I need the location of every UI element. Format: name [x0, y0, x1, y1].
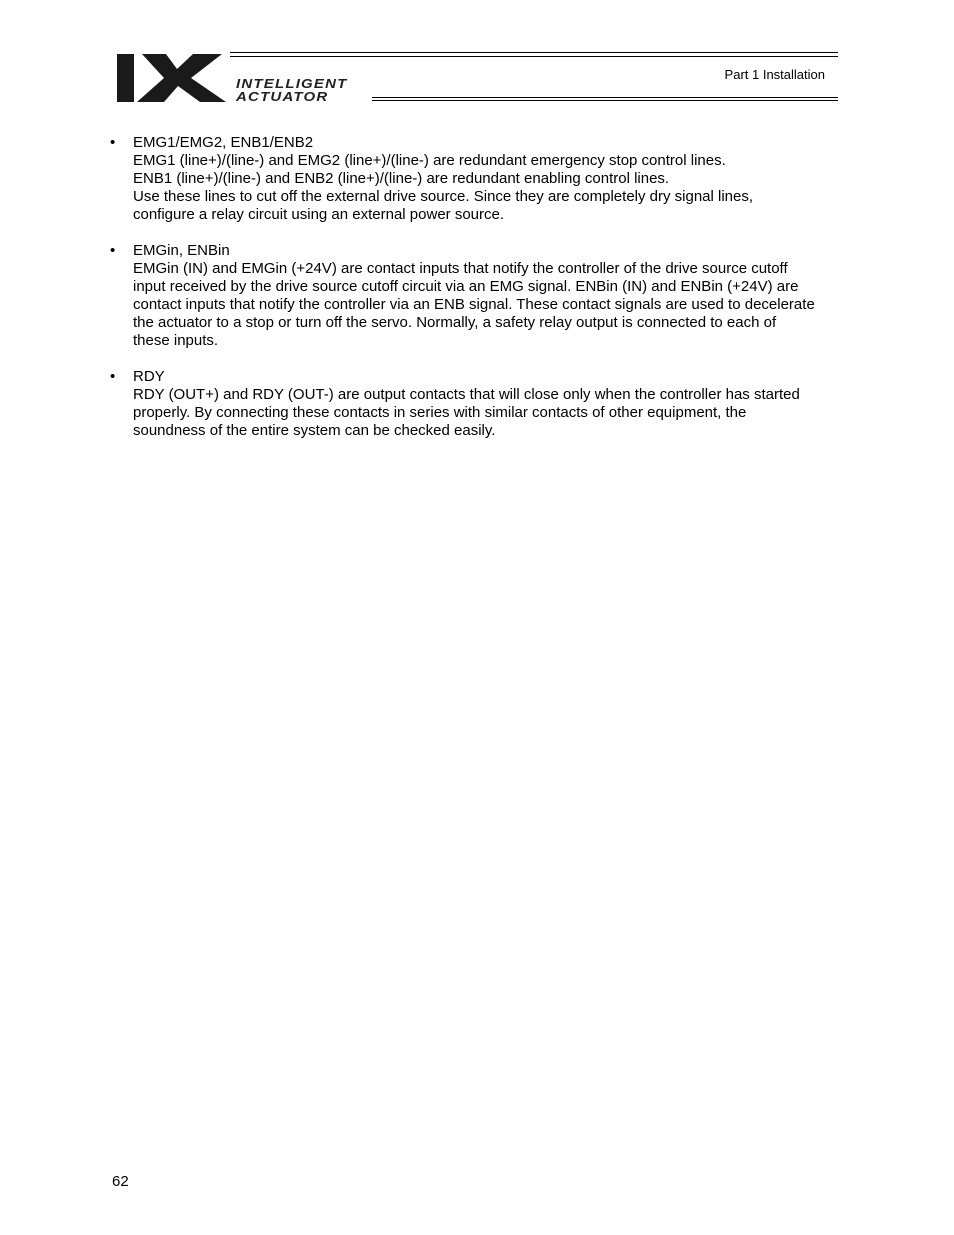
page-number: 62	[112, 1173, 129, 1190]
header-rule-bottom-second	[372, 100, 838, 101]
bullet-item-emgin-enbin	[110, 242, 850, 350]
bullet-icon: •	[110, 134, 116, 151]
item-text-line: input received by the drive source cutoff circuit via an EMG signal. ENBin (IN) and ENBin (+24V) are	[133, 278, 799, 295]
item-text-line: soundness of the entire system can be checked easily.	[133, 422, 496, 439]
item-text-line: EMG1 (line+)/(line-) and EMG2 (line+)/(line-) are redundant emergency stop control lines.	[133, 152, 726, 169]
item-text-line: Use these lines to cut off the external drive source. Since they are completely dry signal lines,	[133, 188, 754, 205]
main-content	[110, 134, 850, 458]
item-heading: RDY	[133, 368, 165, 385]
ix-logo	[114, 50, 234, 105]
section-label: Part 1 Installation	[724, 67, 825, 82]
item-text-line: EMGin (IN) and EMGin (+24V) are contact inputs that notify the controller of the drive source cutoff	[133, 260, 788, 277]
item-text-line: RDY (OUT+) and RDY (OUT-) are output contacts that will close only when the controller has started	[133, 386, 800, 403]
item-text-line: properly. By connecting these contacts in series with similar contacts of other equipment, the	[133, 404, 747, 421]
bullet-item-rdy	[110, 368, 850, 440]
header-rule-bottom	[372, 97, 838, 98]
bullet-icon: •	[110, 368, 116, 385]
brand-line-1: INTELLIGENT	[236, 77, 348, 92]
item-text-line: configure a relay circuit using an external power source.	[133, 206, 505, 223]
item-text-line: ENB1 (line+)/(line-) and ENB2 (line+)/(line-) are redundant enabling control lines.	[133, 170, 670, 187]
brand-line-2: ACTUATOR	[236, 90, 329, 105]
item-heading: EMGin, ENBin	[133, 242, 230, 259]
item-text-line: these inputs.	[133, 332, 219, 349]
bullet-item-emg-enb	[110, 134, 850, 224]
item-text-line: the actuator to a stop or turn off the servo. Normally, a safety relay output is connected to each of	[133, 314, 777, 331]
bullet-icon: •	[110, 242, 116, 259]
item-heading: EMG1/EMG2, ENB1/ENB2	[133, 134, 314, 151]
ix-logo-mark	[114, 50, 234, 105]
item-text-line: contact inputs that notify the controller via an ENB signal. These contact signals are used to decelerate	[133, 296, 815, 313]
header-rule-top	[230, 52, 838, 57]
